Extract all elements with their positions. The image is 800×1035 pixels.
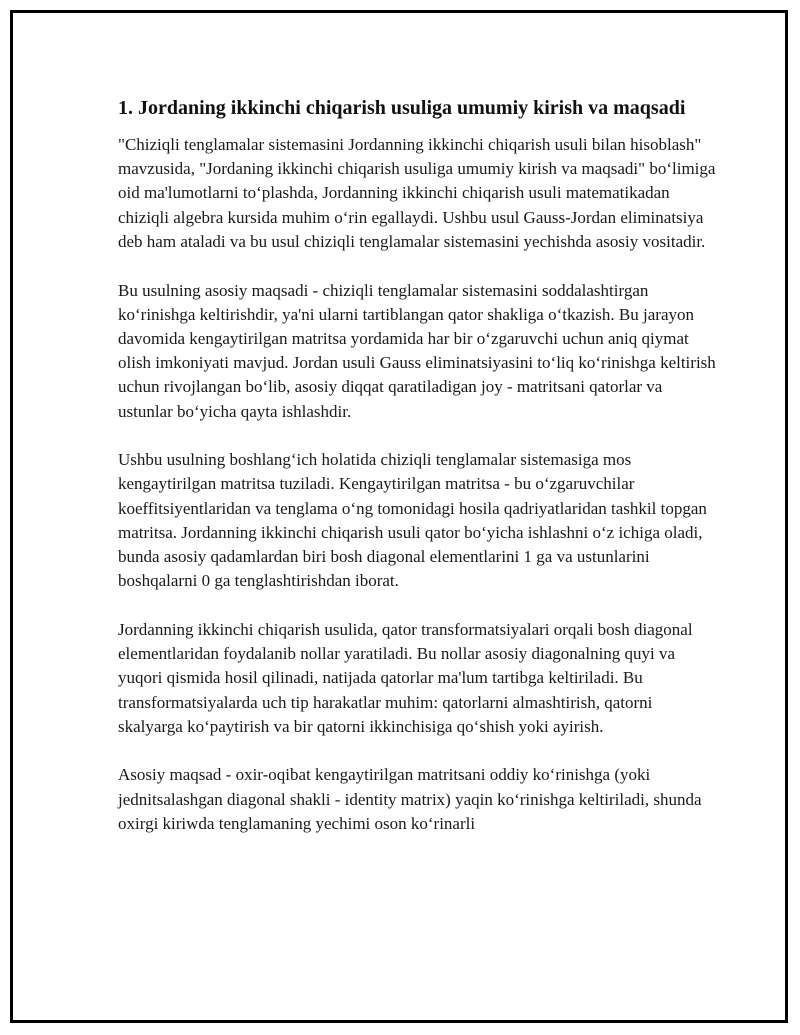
paragraph-intro: "Chiziqli tenglamalar sistemasini Jordanning ikkinchi chiqarish usuli bilan hisoblash" mavzusida, "Jordaning ikkinchi chiqarish usuliga umumiy kirish va maqsadi" bo‘limiga oid ma'lumotlarni to‘plashda, Jordanning ikkinchi chiqarish usuli matematikadan chiziqli algebra kursida muhim o‘rin egallaydi. Ushbu usul Gauss-Jordan eliminatsiya deb ham ataladi va bu usul chiziqli tenglamalar sistemasini yechishda asosiy vositadir.	[118, 135, 716, 251]
paragraph-row-transformations: Jordanning ikkinchi chiqarish usulida, qator transformatsiyalari orqali bosh diagonal elementlaridan foydalanib nollar yaratiladi. Bu nollar asosiy diagonalning quyi va yuqori qismida hosil qilinadi, natijada qatorlar ma'lum tartibga keltiriladi. Bu transformatsiyalarda uch tip harakatlar muhim: qatorlarni almashtirish, qatorni skalyarga ko‘paytirish va bir qatorni ikkinchisiga qo‘shish yoki ayirish.	[118, 619, 693, 736]
paragraph-main-goal: Asosiy maqsad - oxir-oqibat kengaytirilgan matritsani oddiy ko‘rinishga (yoki jednitsalashgan diagonal shakli - identity matrix) yaqin ko‘rinishga keltiriladi, shunda oxirgi kiriwda tenglamaning yechimi oson ko‘rinarli	[118, 765, 702, 833]
paragraph-augmented-matrix: Ushbu usulning boshlang‘ich holatida chiziqli tenglamalar sistemasiga mos kengaytirilgan matritsa tuziladi. Kengaytirilgan matritsa - bu o‘zgaruvchilar koeffitsiyentlaridan va tenglama o‘ng tomonidagi hosila qadriyatlaridan tashkil topgan matritsa. Jordanning ikkinchi chiqarish usuli qator bo‘yicha ishlashni o‘z ichiga oladi, bunda asosiy qadamlardan biri bosh diagonal elementlarini 1 ga va ustunlarini boshqalarni 0 ga tenglashtirishdan iborat.	[118, 450, 707, 591]
document-content	[118, 94, 718, 861]
paragraph-goal: Bu usulning asosiy maqsadi - chiziqli tenglamalar sistemasini soddalashtirgan ko‘rinishga keltirishdir, ya'ni ularni tartiblangan qator shakliga o‘tkazish. Bu jarayon davomida kengaytirilgan matritsa yordamida har bir o‘zgaruvchi uchun aniq qiymat olish imkoniyati mavjud. Jordan usuli Gauss eliminatsiyasini to‘liq ko‘rinishga keltirish uchun rivojlangan bo‘lib, asosiy diqqat qaratiladigan joy - matritsani qatorlar va ustunlar bo‘yicha qayta ishlashdir.	[118, 280, 716, 421]
section-heading: 1. Jordaning ikkinchi chiqarish usuliga umumiy kirish va maqsadi	[118, 97, 686, 119]
